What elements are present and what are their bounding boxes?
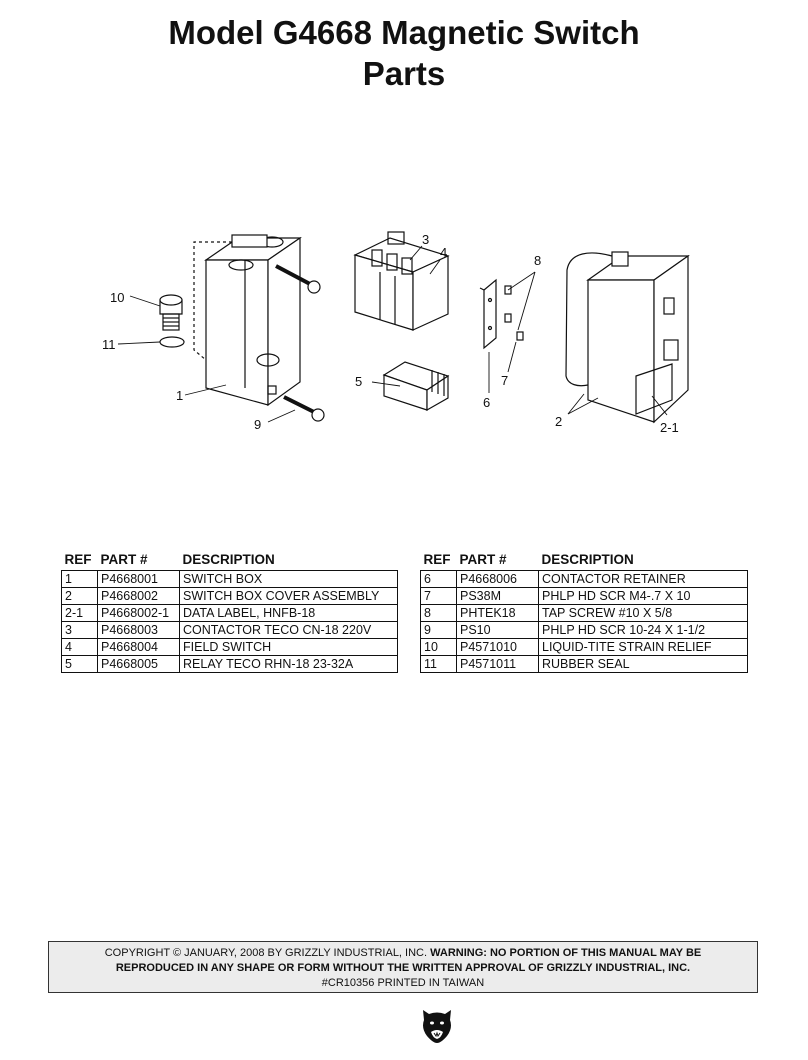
column-header-ref: REF [423, 552, 451, 567]
ref-cell: 5 [62, 656, 98, 673]
table-row [62, 639, 398, 656]
ref-cell: 11 [421, 656, 457, 673]
table-header-row [421, 551, 748, 571]
column-header-ref: REF [64, 552, 92, 567]
ref-cell: 2 [62, 588, 98, 605]
rubber-seal-drawing [160, 337, 184, 347]
description-cell: TAP SCREW #10 X 5/8 [539, 605, 748, 622]
table-row [421, 656, 748, 673]
title-line-2: Parts [362, 55, 446, 92]
table-row [62, 656, 398, 673]
part-number-cell: P4571011 [457, 656, 539, 673]
description-cell: DATA LABEL, HNFB-18 [180, 605, 398, 622]
page-title [0, 12, 808, 94]
copyright-footer [48, 941, 758, 993]
description-cell: PHLP HD SCR 10-24 X 1-1/2 [539, 622, 748, 639]
parts-diagram [0, 210, 808, 450]
column-header-part: PART # [459, 552, 507, 567]
footer-line-2 [49, 961, 757, 976]
description-cell: RELAY TECO RHN-18 23-32A [180, 656, 398, 673]
column-header-description: DESCRIPTION [541, 552, 634, 567]
description-cell: CONTACTOR TECO CN-18 220V [180, 622, 398, 639]
part-number-cell: P4668005 [98, 656, 180, 673]
callout-11: 11 [102, 337, 116, 352]
retainer-drawing [480, 280, 496, 348]
description-cell: PHLP HD SCR M4-.7 X 10 [539, 588, 748, 605]
ref-cell: 8 [421, 605, 457, 622]
warning-text-continued: REPRODUCED IN ANY SHAPE OR FORM WITHOUT THE WRITTEN APPROVAL OF GRIZZLY INDUSTRIAL, INC. [115, 962, 691, 974]
callout-2-1: 2-1 [660, 420, 679, 435]
cover-assembly-drawing [566, 252, 688, 422]
table-row [62, 622, 398, 639]
ref-cell: 6 [421, 571, 457, 588]
switch-box-drawing [194, 235, 300, 405]
callout-9: 9 [254, 417, 262, 432]
table-row [62, 571, 398, 588]
callout-6: 6 [483, 395, 491, 410]
table-row [62, 605, 398, 622]
ref-cell: 10 [421, 639, 457, 656]
part-number-cell: P4668002 [98, 588, 180, 605]
title-line-1: Model G4668 Magnetic Switch [168, 14, 640, 51]
part-number-cell: P4668006 [457, 571, 539, 588]
ref-cell: 3 [62, 622, 98, 639]
warning-text: WARNING: NO PORTION OF THIS MANUAL MAY BE [430, 947, 702, 959]
ref-cell: 9 [421, 622, 457, 639]
part-number-cell: P4571010 [457, 639, 539, 656]
callout-4: 4 [440, 245, 448, 260]
ref-cell: 1 [62, 571, 98, 588]
table-row [421, 639, 748, 656]
part-number-cell: P4668004 [98, 639, 180, 656]
bear-logo-icon [419, 1006, 455, 1044]
callout-1: 1 [176, 388, 184, 403]
part-number-cell: P4668003 [98, 622, 180, 639]
copyright-text: COPYRIGHT © JANUARY, 2008 BY GRIZZLY INDUSTRIAL, INC. [104, 947, 431, 959]
description-cell: LIQUID-TITE STRAIN RELIEF [539, 639, 748, 656]
strain-relief-drawing [160, 295, 182, 330]
callout-8: 8 [534, 253, 542, 268]
parts-table-right [420, 551, 748, 673]
table-row [421, 622, 748, 639]
footer-line-3: #CR10356 PRINTED IN TAIWAN [321, 977, 485, 989]
table-header-row [62, 551, 398, 571]
table-row [421, 605, 748, 622]
description-cell: FIELD SWITCH [180, 639, 398, 656]
callout-5: 5 [355, 374, 363, 389]
description-cell: SWITCH BOX COVER ASSEMBLY [180, 588, 398, 605]
ref-cell: 4 [62, 639, 98, 656]
ref-cell: 7 [421, 588, 457, 605]
table-row [421, 571, 748, 588]
contactor-drawing [355, 232, 448, 330]
callout-7: 7 [501, 373, 509, 388]
description-cell: RUBBER SEAL [539, 656, 748, 673]
description-cell: SWITCH BOX [180, 571, 398, 588]
column-header-description: DESCRIPTION [182, 552, 275, 567]
part-number-cell: P4668001 [98, 571, 180, 588]
footer-line-1 [49, 946, 757, 961]
table-row [421, 588, 748, 605]
part-number-cell: PHTEK18 [457, 605, 539, 622]
callout-2: 2 [555, 414, 563, 429]
part-number-cell: PS38M [457, 588, 539, 605]
screw-bottom-drawing [284, 397, 324, 421]
column-header-part: PART # [100, 552, 148, 567]
callout-3: 3 [422, 232, 430, 247]
part-number-cell: PS10 [457, 622, 539, 639]
callout-10: 10 [110, 290, 125, 305]
parts-table-left [61, 551, 398, 673]
part-number-cell: P4668002-1 [98, 605, 180, 622]
description-cell: CONTACTOR RETAINER [539, 571, 748, 588]
ref-cell: 2-1 [62, 605, 98, 622]
table-row [62, 588, 398, 605]
small-screws-drawing [505, 286, 523, 340]
relay-drawing [384, 362, 448, 410]
